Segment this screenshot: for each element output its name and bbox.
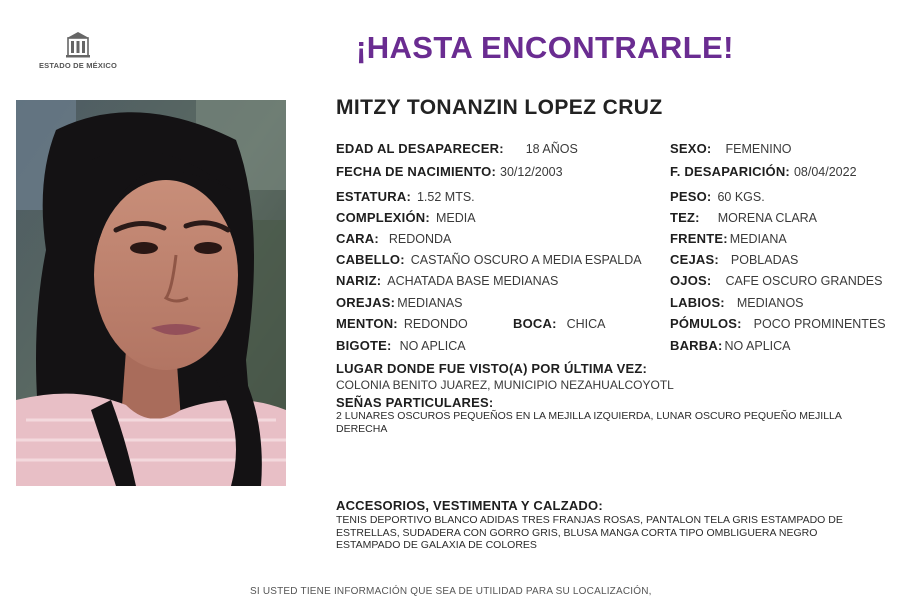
labios-label: LABIOS: — [670, 295, 725, 310]
footer-text: SI USTED TIENE INFORMACIÓN QUE SEA DE UTILIDAD PARA SU LOCALIZACIÓN, — [250, 586, 652, 597]
desaparicion-label: F. DESAPARICIÓN: — [670, 164, 790, 179]
ojos-label: OJOS: — [670, 273, 712, 288]
field-cabello — [336, 252, 642, 267]
accesorios-label: ACCESORIOS, VESTIMENTA Y CALZADO: — [336, 498, 603, 513]
field-estatura — [336, 189, 475, 204]
senas-label: SEÑAS PARTICULARES: — [336, 395, 494, 410]
field-peso — [670, 189, 765, 204]
lugar-label: LUGAR DONDE FUE VISTO(A) POR ÚLTIMA VEZ: — [336, 361, 648, 376]
logo-text: ESTADO DE MÉXICO — [38, 61, 118, 70]
cejas-value: POBLADAS — [730, 253, 799, 267]
person-photo — [16, 100, 286, 486]
field-labios — [670, 295, 804, 310]
frente-label: FRENTE: — [670, 231, 728, 246]
tez-label: TEZ: — [670, 210, 700, 225]
lugar-value: COLONIA BENITO JUAREZ, MUNICIPIO NEZAHUALCOYOTL — [336, 378, 674, 392]
nacimiento-value: 30/12/2003 — [500, 165, 563, 179]
menton-label: MENTON: — [336, 316, 398, 331]
estatura-label: ESTATURA: — [336, 189, 411, 204]
labios-value: MEDIANOS — [736, 296, 804, 310]
edad-value: 18 AÑOS — [525, 142, 578, 156]
field-barba — [670, 338, 790, 353]
accesorios-text — [336, 514, 843, 552]
complexion-label: COMPLEXIÓN: — [336, 210, 430, 225]
field-sexo — [670, 141, 791, 156]
cabello-value: CASTAÑO OSCURO A MEDIA ESPALDA — [410, 253, 642, 267]
orejas-value: MEDIANAS — [397, 296, 463, 310]
cejas-label: CEJAS: — [670, 252, 719, 267]
peso-value: 60 KGS. — [717, 190, 765, 204]
field-pomulos — [670, 316, 886, 331]
ojos-value: CAFE OSCURO GRANDES — [725, 274, 883, 288]
pomulos-value: POCO PROMINENTES — [753, 317, 886, 331]
cabello-label: CABELLO: — [336, 252, 405, 267]
field-cara — [336, 231, 451, 246]
barba-value: NO APLICA — [724, 339, 791, 353]
field-desaparicion — [670, 164, 857, 179]
sexo-label: SEXO: — [670, 141, 712, 156]
complexion-value: MEDIA — [435, 211, 476, 225]
peso-label: PESO: — [670, 189, 712, 204]
field-menton — [336, 316, 468, 331]
portrait-illustration — [16, 100, 286, 486]
bigote-value: NO APLICA — [399, 339, 466, 353]
headline: ¡HASTA ENCONTRARLE! — [356, 30, 734, 65]
boca-value: CHICA — [566, 317, 606, 331]
field-edad — [336, 141, 578, 156]
nacimiento-label: FECHA DE NACIMIENTO: — [336, 164, 496, 179]
government-building-icon — [65, 30, 91, 58]
barba-label: BARBA: — [670, 338, 723, 353]
menton-value: REDONDO — [403, 317, 468, 331]
accesorios-line: ESTAMPADO DE GALAXIA DE COLORES — [336, 539, 537, 551]
field-ojos — [670, 273, 882, 288]
senas-line: 2 LUNARES OSCUROS PEQUEÑOS EN LA MEJILLA IZQUIERDA, LUNAR OSCURO PEQUEÑO MEJILLA — [336, 410, 842, 422]
nariz-label: NARIZ: — [336, 273, 382, 288]
estatura-value: 1.52 MTS. — [416, 190, 475, 204]
field-cejas — [670, 252, 798, 267]
boca-label: BOCA: — [513, 316, 557, 331]
field-nariz — [336, 273, 558, 288]
orejas-label: OREJAS: — [336, 295, 396, 310]
estado-de-mexico-logo — [36, 30, 120, 70]
senas-text — [336, 410, 842, 435]
pomulos-label: PÓMULOS: — [670, 316, 742, 331]
field-orejas — [336, 295, 463, 310]
frente-value: MEDIANA — [729, 232, 787, 246]
cara-value: REDONDA — [388, 232, 452, 246]
field-nacimiento — [336, 164, 563, 179]
person-name: MITZY TONANZIN LOPEZ CRUZ — [336, 96, 663, 119]
nariz-value: ACHATADA BASE MEDIANAS — [387, 274, 559, 288]
sexo-value: FEMENINO — [725, 142, 792, 156]
edad-label: EDAD AL DESAPARECER: — [336, 141, 504, 156]
desaparicion-value: 08/04/2022 — [793, 165, 857, 179]
tez-value: MORENA CLARA — [717, 211, 818, 225]
field-complexion — [336, 210, 476, 225]
field-bigote — [336, 338, 466, 353]
cara-label: CARA: — [336, 231, 379, 246]
field-boca — [513, 316, 606, 331]
field-frente — [670, 231, 787, 246]
bigote-label: BIGOTE: — [336, 338, 392, 353]
accesorios-line: TENIS DEPORTIVO BLANCO ADIDAS TRES FRANJAS ROSAS, PANTALON TELA GRIS ESTAMPADO DE — [336, 514, 843, 526]
accesorios-line: ESTRELLAS, SUDADERA CON GORRO GRIS, BLUSA MANGA CORTA TIPO OMBLIGUERA NEGRO — [336, 526, 818, 539]
field-tez — [670, 210, 817, 225]
senas-line: DERECHA — [336, 422, 388, 435]
